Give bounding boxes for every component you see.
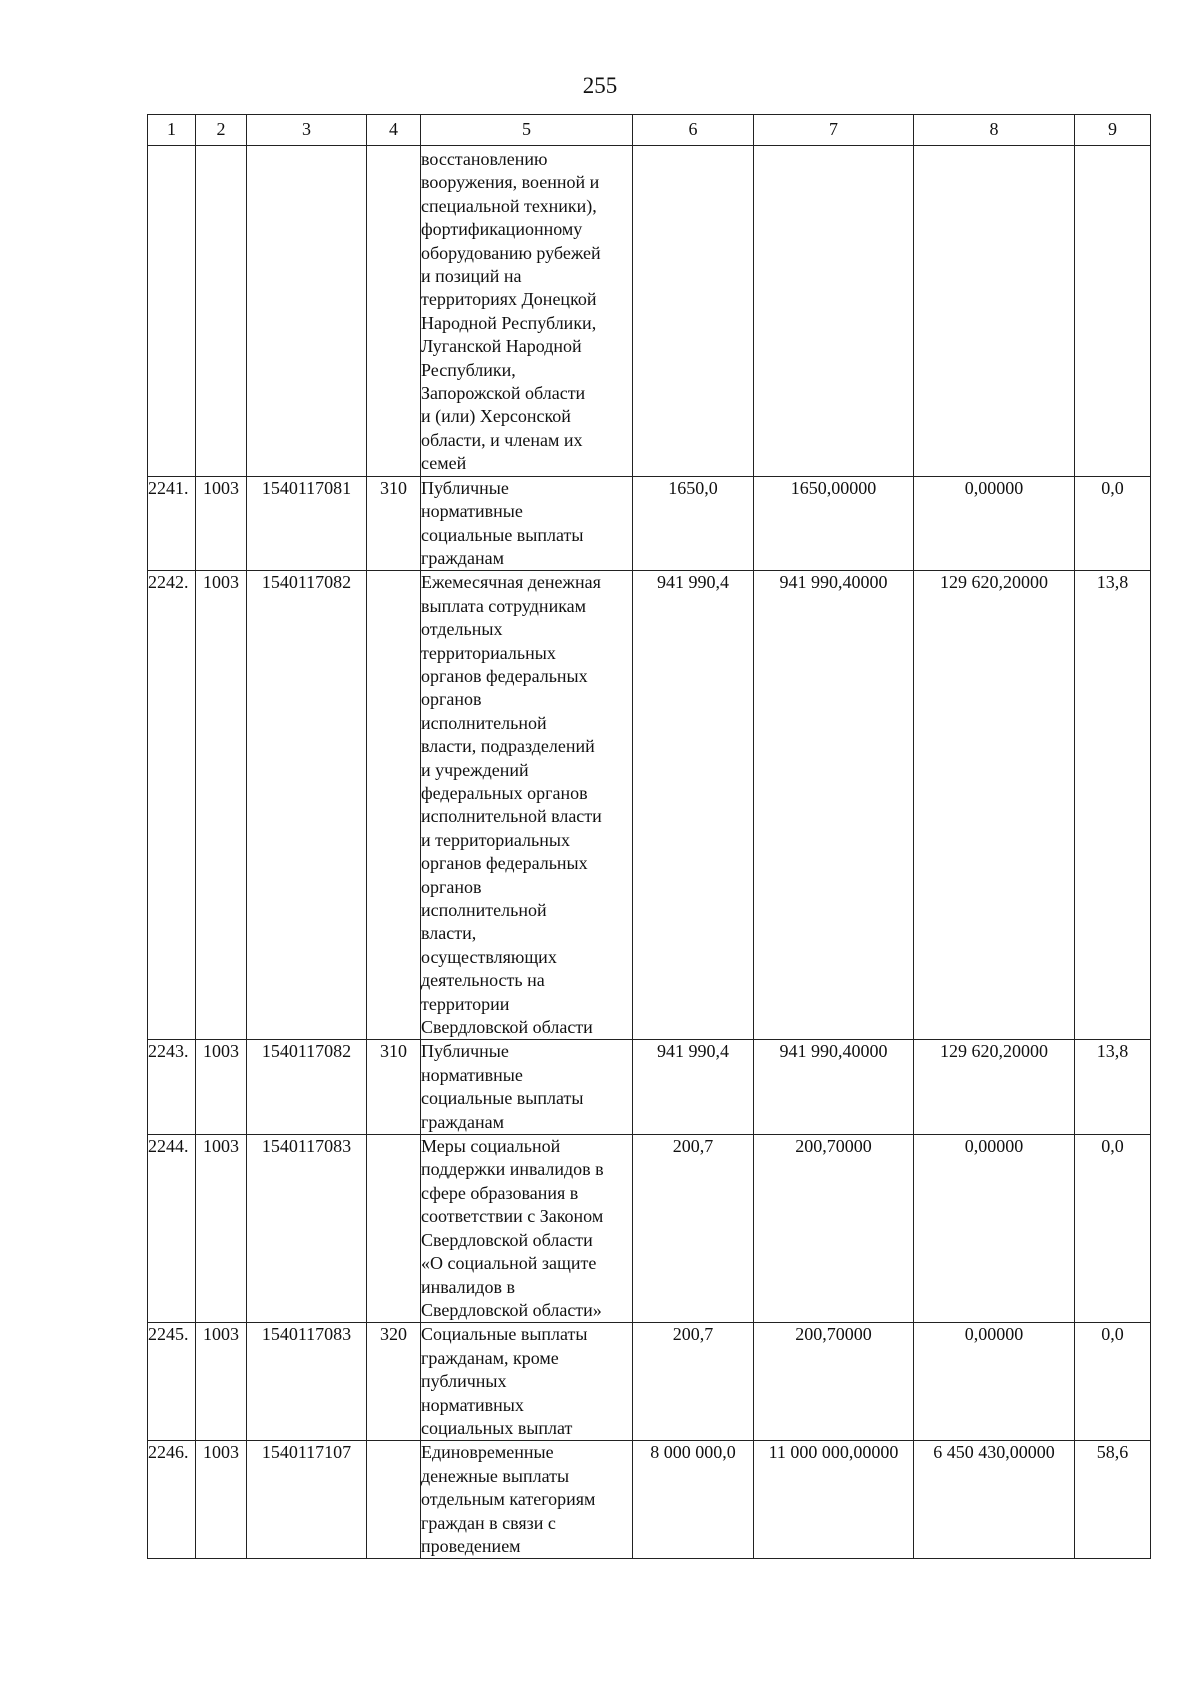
table-body xyxy=(148,146,1151,1559)
cell-percent: 0,0 xyxy=(1075,1135,1151,1323)
description-line: территориях Донецкой xyxy=(421,289,597,310)
cell-expense-type: 320 xyxy=(367,1323,421,1441)
description-line: органов xyxy=(421,876,482,897)
description-line: территории xyxy=(421,993,510,1014)
cell-num: 2243. xyxy=(148,1040,196,1135)
column-header-4: 4 xyxy=(367,115,421,146)
cell-approved: 8 000 000,0 xyxy=(633,1441,754,1559)
description-line: семей xyxy=(421,453,467,474)
description-line: социальные выплаты xyxy=(421,524,584,545)
cell-revised: 200,70000 xyxy=(754,1135,914,1323)
description-line: нормативных xyxy=(421,1394,524,1415)
description-line: восстановлению xyxy=(421,149,548,169)
cell-description xyxy=(421,1135,633,1323)
cell-description xyxy=(421,1040,633,1135)
cell-target: 1540117082 xyxy=(247,1040,367,1135)
cell-section: 1003 xyxy=(196,1323,247,1441)
description-line: и (или) Херсонской xyxy=(421,406,571,427)
description-line: публичных xyxy=(421,1371,507,1392)
cell-target: 1540117081 xyxy=(247,476,367,571)
cell-num: 2242. xyxy=(148,571,196,1040)
cell-section xyxy=(196,146,247,477)
cell-executed: 129 620,20000 xyxy=(914,1040,1075,1135)
description-line: вооружения, военной и xyxy=(421,172,600,193)
description-line: Свердловской области xyxy=(421,1229,593,1250)
cell-percent xyxy=(1075,146,1151,477)
cell-executed: 0,00000 xyxy=(914,476,1075,571)
column-header-9: 9 xyxy=(1075,115,1151,146)
description-line: отдельных xyxy=(421,619,503,640)
table-row xyxy=(148,476,1151,571)
description-line: соответствии с Законом xyxy=(421,1206,604,1227)
description-line: исполнительной xyxy=(421,900,547,920)
table-row-continuation xyxy=(148,146,1151,477)
description-line: и позиций на xyxy=(421,266,522,287)
description-line: специальной техники), xyxy=(421,195,597,216)
description-line: органов xyxy=(421,689,482,710)
description-line: оборудованию рубежей xyxy=(421,242,601,263)
cell-approved: 1650,0 xyxy=(633,476,754,571)
cell-description xyxy=(421,1441,633,1559)
description-line: граждан в связи с xyxy=(421,1512,556,1533)
cell-target: 1540117083 xyxy=(247,1135,367,1323)
description-line: деятельность на xyxy=(421,970,545,991)
description-line: гражданам xyxy=(421,547,504,568)
cell-executed xyxy=(914,146,1075,477)
cell-percent: 13,8 xyxy=(1075,1040,1151,1135)
description-line: нормативные xyxy=(421,1064,523,1085)
cell-description xyxy=(421,476,633,571)
cell-approved: 200,7 xyxy=(633,1323,754,1441)
column-header-5: 5 xyxy=(421,115,633,146)
description-line: органов федеральных xyxy=(421,853,588,874)
cell-num xyxy=(148,146,196,477)
column-header-1: 1 xyxy=(148,115,196,146)
cell-expense-type: 310 xyxy=(367,476,421,571)
cell-description xyxy=(421,146,633,477)
cell-target xyxy=(247,146,367,477)
cell-executed: 6 450 430,00000 xyxy=(914,1441,1075,1559)
description-line: осуществляющих xyxy=(421,946,557,967)
cell-executed: 0,00000 xyxy=(914,1135,1075,1323)
description-line: органов федеральных xyxy=(421,665,588,686)
cell-revised: 941 990,40000 xyxy=(754,571,914,1040)
cell-section: 1003 xyxy=(196,476,247,571)
cell-percent: 0,0 xyxy=(1075,476,1151,571)
column-header-8: 8 xyxy=(914,115,1075,146)
cell-revised xyxy=(754,146,914,477)
description-line: и учреждений xyxy=(421,759,529,780)
description-line: федеральных органов xyxy=(421,782,588,803)
cell-expense-type xyxy=(367,1441,421,1559)
table-row xyxy=(148,1040,1151,1135)
cell-num: 2241. xyxy=(148,476,196,571)
cell-section: 1003 xyxy=(196,1441,247,1559)
page-number: 255 xyxy=(582,73,618,98)
cell-approved xyxy=(633,146,754,477)
header-row xyxy=(148,115,1151,146)
table-row xyxy=(148,1441,1151,1559)
cell-percent: 58,6 xyxy=(1075,1441,1151,1559)
description-line: социальные выплаты xyxy=(421,1088,584,1109)
cell-description xyxy=(421,1323,633,1441)
description-line: нормативные xyxy=(421,501,523,522)
cell-revised: 11 000 000,00000 xyxy=(754,1441,914,1559)
column-header-2: 2 xyxy=(196,115,247,146)
description-line: власти, подразделений xyxy=(421,736,595,757)
description-line: проведением xyxy=(421,1535,521,1556)
description-line: Запорожской области xyxy=(421,383,586,404)
description-line: Единовременные xyxy=(421,1442,554,1463)
description-line: гражданам, кроме xyxy=(421,1347,559,1368)
description-line: власти, xyxy=(421,923,477,944)
cell-num: 2246. xyxy=(148,1441,196,1559)
cell-section: 1003 xyxy=(196,1135,247,1323)
description-line: выплата сотрудникам xyxy=(421,595,587,616)
description-line: отдельным категориям xyxy=(421,1489,596,1510)
description-line: Свердловской области» xyxy=(421,1299,602,1320)
description-line: Меры социальной xyxy=(421,1136,561,1157)
description-line: Публичные xyxy=(421,1041,509,1062)
column-header-3: 3 xyxy=(247,115,367,146)
description-line: территориальных xyxy=(421,642,556,663)
cell-section: 1003 xyxy=(196,1040,247,1135)
table-row xyxy=(148,1135,1151,1323)
description-line: Свердловской области xyxy=(421,1017,593,1038)
description-line: гражданам xyxy=(421,1111,504,1132)
cell-expense-type xyxy=(367,146,421,477)
cell-approved: 941 990,4 xyxy=(633,1040,754,1135)
description-line: области, и членам их xyxy=(421,429,583,450)
description-line: Ежемесячная денежная xyxy=(421,572,601,593)
table-row xyxy=(148,571,1151,1040)
description-line: и территориальных xyxy=(421,829,570,850)
cell-percent: 13,8 xyxy=(1075,571,1151,1040)
cell-target: 1540117083 xyxy=(247,1323,367,1441)
description-line: «О социальной защите xyxy=(421,1253,597,1274)
cell-percent: 0,0 xyxy=(1075,1323,1151,1441)
cell-num: 2245. xyxy=(148,1323,196,1441)
cell-revised: 1650,00000 xyxy=(754,476,914,571)
cell-section: 1003 xyxy=(196,571,247,1040)
cell-expense-type xyxy=(367,1135,421,1323)
cell-num: 2244. xyxy=(148,1135,196,1323)
budget-table xyxy=(147,114,1151,1559)
description-line: Луганской Народной xyxy=(421,336,582,357)
description-line: Республики, xyxy=(421,359,516,380)
cell-executed: 0,00000 xyxy=(914,1323,1075,1441)
description-line: социальных выплат xyxy=(421,1417,573,1438)
description-line: инвалидов в xyxy=(421,1276,515,1297)
description-line: исполнительной власти xyxy=(421,806,602,827)
cell-description xyxy=(421,571,633,1040)
description-line: исполнительной xyxy=(421,712,547,733)
column-header-7: 7 xyxy=(754,115,914,146)
description-line: поддержки инвалидов в xyxy=(421,1159,604,1180)
cell-expense-type xyxy=(367,571,421,1040)
column-header-6: 6 xyxy=(633,115,754,146)
cell-revised: 200,70000 xyxy=(754,1323,914,1441)
description-line: сфере образования в xyxy=(421,1182,579,1203)
cell-approved: 200,7 xyxy=(633,1135,754,1323)
description-line: фортификационному xyxy=(421,219,583,240)
cell-approved: 941 990,4 xyxy=(633,571,754,1040)
description-line: Народной Республики, xyxy=(421,312,597,333)
description-line: Социальные выплаты xyxy=(421,1324,588,1345)
description-line: Публичные xyxy=(421,477,509,498)
cell-target: 1540117107 xyxy=(247,1441,367,1559)
cell-executed: 129 620,20000 xyxy=(914,571,1075,1040)
table-row xyxy=(148,1323,1151,1441)
cell-revised: 941 990,40000 xyxy=(754,1040,914,1135)
cell-target: 1540117082 xyxy=(247,571,367,1040)
description-line: денежные выплаты xyxy=(421,1465,570,1486)
cell-expense-type: 310 xyxy=(367,1040,421,1135)
